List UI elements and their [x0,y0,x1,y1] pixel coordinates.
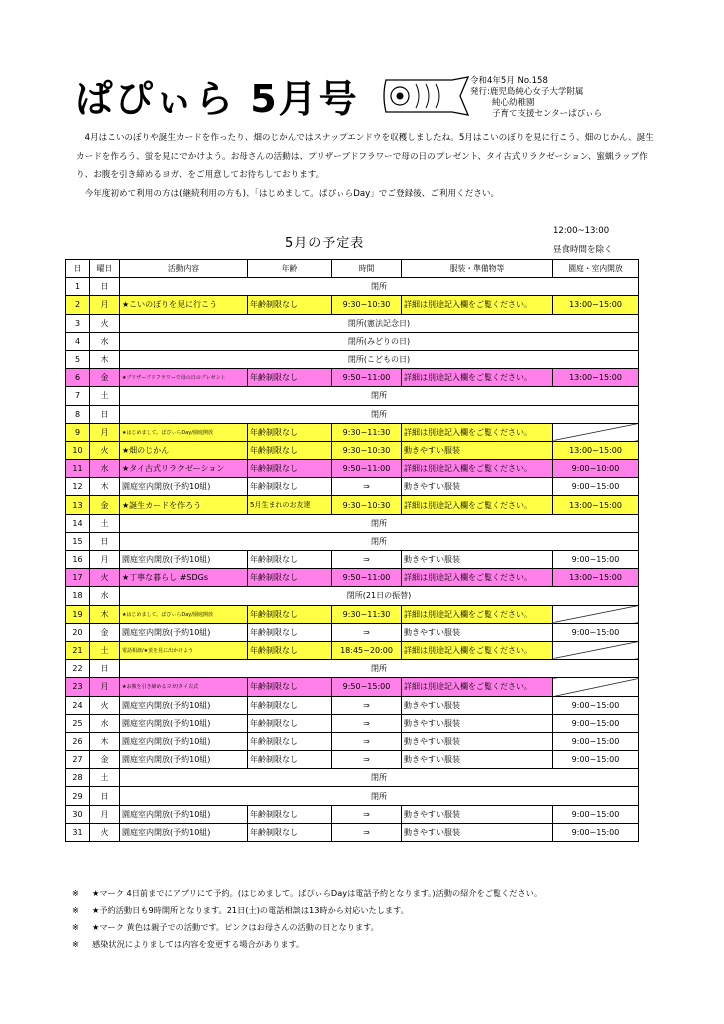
age-cell: 年齢制限なし [248,805,332,823]
table-row [66,787,639,805]
table-row [66,350,639,368]
issue-line-publisher: 発行:鹿児島純心女子大学附属 [470,87,584,97]
activity-cell: ★こいのぼりを見に行こう [120,296,248,314]
table-row [66,823,639,841]
note-text: ★マーク 4日前までにアプリにて予約。(はじめまして。ぱぴぃらDayは電話予約となります。)活動の紹介をご覧ください。 [92,888,543,898]
age-cell: 年齢制限なし [248,696,332,714]
weekday-cell: 土 [90,641,120,659]
activity-cell: ★タイ古式リラクゼーション [120,460,248,478]
activity-cell: ★はじめまして。ぱぴぃらDay/園庭開放 [120,423,248,441]
day-cell: 15 [66,532,90,550]
table-row [66,332,639,350]
day-cell: 29 [66,787,90,805]
table-row [66,660,639,678]
time-cell: ⇒ [332,623,402,641]
table-row [66,514,639,532]
table-row [66,732,639,750]
activity-cell: 園庭室内開放(予約10組) [120,732,248,750]
closed-cell: 閉所 [120,514,639,532]
weekday-cell: 日 [90,278,120,296]
weekday-cell: 水 [90,332,120,350]
opening-cell: 9:00~15:00 [553,551,639,569]
intro-text [76,129,654,203]
day-cell: 18 [66,587,90,605]
weekday-cell: 木 [90,350,120,368]
day-cell: 17 [66,569,90,587]
day-cell: 11 [66,460,90,478]
opening-cell [553,605,639,623]
activity-cell: ★畑のじかん [120,441,248,459]
age-cell: 年齢制限なし [248,823,332,841]
weekday-cell: 日 [90,532,120,550]
weekday-cell: 火 [90,823,120,841]
preparation-cell: 動きやすい服装 [402,823,553,841]
preparation-cell: 動きやすい服装 [402,441,553,459]
weekday-cell: 土 [90,769,120,787]
note-text: ★予約活動日も9時開所となります。21日(土)の電話相談は13時から対応いたします。 [92,905,409,915]
koinobori-logo [380,74,470,118]
preparation-cell: 動きやすい服装 [402,714,553,732]
note-item [72,885,542,902]
activity-cell: 園庭室内開放(予約10組) [120,714,248,732]
day-cell: 26 [66,732,90,750]
day-cell: 19 [66,605,90,623]
note-mark: ※ [72,939,79,949]
age-cell: 年齢制限なし [248,751,332,769]
table-row [66,387,639,405]
table-row [66,278,639,296]
lunch-hours-note [553,222,613,260]
day-cell: 12 [66,478,90,496]
activity-cell: ★丁寧な暮らし #SDGs [120,569,248,587]
notes [72,885,542,953]
time-cell: 9:50~11:00 [332,569,402,587]
weekday-cell: 月 [90,805,120,823]
table-row [66,460,639,478]
issue-line-kindergarten: 純心幼稚園 [492,98,535,108]
preparation-cell: 動きやすい服装 [402,551,553,569]
age-cell: 年齢制限なし [248,605,332,623]
note-item [72,919,542,936]
preparation-cell: 詳細は別途記入欄をご覧ください。 [402,423,553,441]
day-cell: 28 [66,769,90,787]
day-cell: 23 [66,678,90,696]
note-item [72,936,542,953]
age-cell: 年齢制限なし [248,423,332,441]
activity-cell: 園庭室内開放(予約10組) [120,551,248,569]
time-cell: ⇒ [332,805,402,823]
weekday-cell: 水 [90,714,120,732]
time-cell: 9:30~10:30 [332,441,402,459]
issue-line-date: 令和4年5月 No.158 [470,76,548,86]
schedule-title: 5月の予定表 [285,236,365,251]
preparation-cell: 詳細は別途記入欄をご覧ください。 [402,496,553,514]
activity-cell: ★お腹を引き締めるヨガ/タイ古式 [120,678,248,696]
age-cell: 年齢制限なし [248,460,332,478]
opening-cell: 9:00~15:00 [553,696,639,714]
closed-cell: 閉所 [120,769,639,787]
opening-cell: 13:00~15:00 [553,296,639,314]
preparation-cell: 詳細は別途記入欄をご覧ください。 [402,605,553,623]
day-cell: 31 [66,823,90,841]
table-row [66,623,639,641]
activity-cell: 電話相談/★蛍を見に出かけよう [120,641,248,659]
weekday-cell: 月 [90,551,120,569]
activity-cell: 園庭室内開放(予約10組) [120,805,248,823]
weekday-cell: 金 [90,751,120,769]
day-cell: 9 [66,423,90,441]
table-row [66,551,639,569]
time-cell: ⇒ [332,714,402,732]
time-cell: ⇒ [332,823,402,841]
day-cell: 16 [66,551,90,569]
preparation-cell: 動きやすい服装 [402,696,553,714]
weekday-cell: 火 [90,569,120,587]
day-cell: 14 [66,514,90,532]
table-row [66,369,639,387]
time-cell: 9:30~11:30 [332,423,402,441]
weekday-cell: 木 [90,605,120,623]
opening-cell [553,423,639,441]
day-cell: 10 [66,441,90,459]
table-row [66,769,639,787]
opening-cell: 9:00~15:00 [553,732,639,750]
preparation-cell: 詳細は別途記入欄をご覧ください。 [402,369,553,387]
closed-cell: 閉所(憲法記念日) [120,314,639,332]
day-cell: 24 [66,696,90,714]
note-item [72,902,542,919]
preparation-cell: 詳細は別途記入欄をご覧ください。 [402,678,553,696]
opening-cell: 13:00~15:00 [553,441,639,459]
table-row [66,423,639,441]
time-cell: 9:50~15:00 [332,678,402,696]
opening-cell: 9:00~10:00 [553,460,639,478]
weekday-cell: 金 [90,623,120,641]
preparation-cell: 動きやすい服装 [402,751,553,769]
table-row [66,496,639,514]
time-cell: 9:50~11:00 [332,369,402,387]
activity-cell: 園庭室内開放(予約10組) [120,751,248,769]
age-cell: 年齢制限なし [248,478,332,496]
age-cell: 年齢制限なし [248,732,332,750]
weekday-cell: 木 [90,478,120,496]
opening-cell: 9:00~15:00 [553,623,639,641]
day-cell: 6 [66,369,90,387]
closed-cell: 閉所(こどもの日) [120,350,639,368]
note-mark: ※ [72,888,79,898]
weekday-cell: 土 [90,387,120,405]
weekday-cell: 金 [90,369,120,387]
issue-line-center: 子育て支援センターぱぴぃら [492,109,603,119]
weekday-cell: 日 [90,405,120,423]
day-cell: 2 [66,296,90,314]
table-row [66,641,639,659]
table-row [66,696,639,714]
intro-paragraph: 4月はこいのぼりや誕生カードを作ったり、畑のじかんではスナップエンドウを収穫しましたね。5月はこいのぼりを見に行こう、畑のじかん、誕生カードを作ろう、蛍を見にでかけよう。お母さんの活動は、プリザーブドフラワーで母の日のプレゼント、タイ古式リラクゼーション、蜜蝋ラップ作り、お腹を引き締めるヨガ、をご用意してお待ちしております。 [76,133,654,180]
page-title: ぱぴぃら 5月号 [75,77,359,121]
closed-cell: 閉所 [120,787,639,805]
opening-cell: 9:00~15:00 [553,478,639,496]
preparation-cell: 動きやすい服装 [402,623,553,641]
day-cell: 13 [66,496,90,514]
day-cell: 21 [66,641,90,659]
opening-cell: 9:00~15:00 [553,823,639,841]
day-cell: 22 [66,660,90,678]
age-cell: 年齢制限なし [248,441,332,459]
time-cell: 9:30~10:30 [332,296,402,314]
table-row [66,405,639,423]
weekday-cell: 火 [90,696,120,714]
lunch-hours-label: 昼食時間を除く [553,245,613,255]
table-row [66,532,639,550]
header-age: 年齢 [248,260,332,278]
table-row [66,605,639,623]
header-opening: 園庭・室内開放 [553,260,639,278]
age-cell: 年齢制限なし [248,678,332,696]
preparation-cell: 詳細は別途記入欄をご覧ください。 [402,641,553,659]
header-activity: 活動内容 [120,260,248,278]
weekday-cell: 土 [90,514,120,532]
day-cell: 30 [66,805,90,823]
weekday-cell: 月 [90,678,120,696]
table-row [66,587,639,605]
activity-cell: ★はじめまして。ぱぴぃらDay/園庭開放 [120,605,248,623]
opening-cell: 9:00~15:00 [553,751,639,769]
schedule-table [65,259,639,842]
time-cell: ⇒ [332,551,402,569]
closed-cell: 閉所 [120,405,639,423]
table-row [66,805,639,823]
table-row [66,714,639,732]
opening-cell: 13:00~15:00 [553,496,639,514]
day-cell: 1 [66,278,90,296]
closed-cell: 閉所(みどりの日) [120,332,639,350]
preparation-cell: 詳細は別途記入欄をご覧ください。 [402,460,553,478]
preparation-cell: 動きやすい服装 [402,478,553,496]
header-time: 時間 [332,260,402,278]
day-cell: 25 [66,714,90,732]
day-cell: 20 [66,623,90,641]
activity-cell: ★誕生カードを作ろう [120,496,248,514]
time-cell: ⇒ [332,732,402,750]
opening-cell [553,678,639,696]
weekday-cell: 日 [90,787,120,805]
opening-cell: 13:00~15:00 [553,569,639,587]
note-mark: ※ [72,905,79,915]
age-cell: 年齢制限なし [248,569,332,587]
closed-cell: 閉所 [120,278,639,296]
activity-cell: 園庭室内開放(予約10組) [120,823,248,841]
lunch-hours: 12:00~13:00 [553,226,610,236]
time-cell: 9:30~11:30 [332,605,402,623]
weekday-cell: 火 [90,314,120,332]
table-row [66,569,639,587]
weekday-cell: 日 [90,660,120,678]
activity-cell: 園庭室内開放(予約10組) [120,478,248,496]
weekday-cell: 水 [90,587,120,605]
time-cell: ⇒ [332,478,402,496]
intro-paragraph: 今年度初めて利用の方は(継続利用の方も)、「はじめまして。ぱぴぃらDay」でご登録後、ご利用ください。 [84,188,500,199]
day-cell: 7 [66,387,90,405]
header-weekday: 曜日 [90,260,120,278]
note-text: ★マーク 黄色は親子での活動です。ピンクはお母さんの活動の日となります。 [92,922,379,932]
table-row [66,314,639,332]
opening-cell: 9:00~15:00 [553,805,639,823]
closed-cell: 閉所 [120,660,639,678]
header-preparation: 服装・準備物等 [402,260,553,278]
age-cell: 年齢制限なし [248,641,332,659]
age-cell: 年齢制限なし [248,296,332,314]
age-cell: 年齢制限なし [248,369,332,387]
opening-cell [553,641,639,659]
opening-cell: 13:00~15:00 [553,369,639,387]
age-cell: 年齢制限なし [248,623,332,641]
day-cell: 3 [66,314,90,332]
activity-cell: 園庭室内開放(予約10組) [120,696,248,714]
weekday-cell: 月 [90,296,120,314]
note-mark: ※ [72,922,79,932]
age-cell: 年齢制限なし [248,551,332,569]
time-cell: 9:50~11:00 [332,460,402,478]
day-cell: 5 [66,350,90,368]
day-cell: 8 [66,405,90,423]
preparation-cell: 詳細は別途記入欄をご覧ください。 [402,569,553,587]
note-text: 感染状況によりましては内容を変更する場合があります。 [92,939,305,949]
table-header-row [66,260,639,278]
table-row [66,751,639,769]
activity-cell: 園庭室内開放(予約10組) [120,623,248,641]
table-row [66,678,639,696]
weekday-cell: 木 [90,732,120,750]
table-row [66,441,639,459]
time-cell: 18:45~20:00 [332,641,402,659]
time-cell: ⇒ [332,751,402,769]
preparation-cell: 動きやすい服装 [402,805,553,823]
header-day: 日 [66,260,90,278]
preparation-cell: 動きやすい服装 [402,732,553,750]
activity-cell: ★プリザーブドフラワーで母の日のプレゼント [120,369,248,387]
weekday-cell: 水 [90,460,120,478]
age-cell: 年齢制限なし [248,714,332,732]
time-cell: 9:30~10:30 [332,496,402,514]
closed-cell: 閉所(21日の振替) [120,587,639,605]
closed-cell: 閉所 [120,387,639,405]
weekday-cell: 火 [90,441,120,459]
opening-cell: 9:00~15:00 [553,714,639,732]
preparation-cell: 詳細は別途記入欄をご覧ください。 [402,296,553,314]
table-row [66,478,639,496]
time-cell: ⇒ [332,696,402,714]
day-cell: 27 [66,751,90,769]
day-cell: 4 [66,332,90,350]
issue-info [470,76,602,120]
weekday-cell: 月 [90,423,120,441]
schedule-body [66,278,639,842]
table-row [66,296,639,314]
closed-cell: 閉所 [120,532,639,550]
weekday-cell: 金 [90,496,120,514]
age-cell: 5月生まれのお友達 [248,496,332,514]
